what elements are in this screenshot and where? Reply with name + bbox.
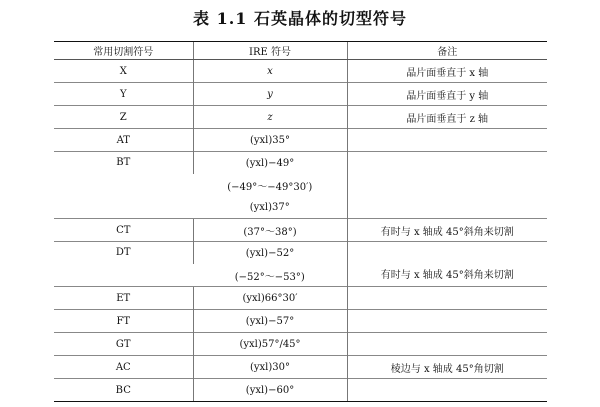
remark: 棱边与 x 轴成 45°角切割 xyxy=(347,356,547,379)
cut-symbol: BC xyxy=(54,379,193,402)
ire-symbol: (yxl)30° xyxy=(193,356,347,379)
cut-symbol: X xyxy=(54,60,193,83)
ire-symbol: (yxl)−49° xyxy=(193,152,347,175)
ire-symbol: (yxl)−60° xyxy=(193,379,347,402)
remark: 晶片面垂直于 z 轴 xyxy=(347,106,547,129)
table-title: 表 1.1 石英晶体的切型符号 xyxy=(193,9,407,28)
remark xyxy=(347,129,547,152)
table-row-bt xyxy=(54,152,547,175)
ire-symbol: (yxl)37° xyxy=(249,201,290,213)
cut-symbol: FT xyxy=(54,310,193,333)
ire-symbol: (yxl)−57° xyxy=(193,310,347,333)
ire-symbol: (−49°～−49°30′) xyxy=(227,181,313,193)
cut-symbol: CT xyxy=(54,219,193,242)
cut-symbol: BT xyxy=(54,152,193,219)
ire-symbol: (yxl)66°30′ xyxy=(193,287,347,310)
ire-symbol: (yxl)35° xyxy=(193,129,347,152)
cut-symbol: GT xyxy=(54,333,193,356)
table-row-y xyxy=(54,83,547,106)
table-row-ac xyxy=(54,356,547,379)
table-row-dt xyxy=(54,242,547,265)
table-row-gt xyxy=(54,333,547,356)
cut-symbol: Z xyxy=(54,106,193,129)
remark xyxy=(347,287,547,310)
ire-symbol: y xyxy=(193,83,347,106)
table-row-ft xyxy=(54,310,547,333)
cut-symbol: AC xyxy=(54,356,193,379)
header-cut-symbol: 常用切割符号 xyxy=(54,42,193,60)
table-row-bc xyxy=(54,379,547,402)
ire-symbol: (yxl)−52° xyxy=(193,242,347,265)
cut-symbol: DT xyxy=(54,242,193,287)
ire-symbol: z xyxy=(193,106,347,129)
table-row-x xyxy=(54,60,547,83)
remark xyxy=(347,152,547,219)
table-row-z xyxy=(54,106,547,129)
header-ire-symbol: IRE 符号 xyxy=(193,42,347,60)
table-row-et xyxy=(54,287,547,310)
cut-symbol: Y xyxy=(54,83,193,106)
remark: 有时与 x 轴成 45°斜角来切割 xyxy=(347,242,547,287)
ire-symbol: (−52°～−53°) xyxy=(234,271,305,283)
ire-symbol: (37°～38°) xyxy=(193,219,347,242)
table-header-row xyxy=(54,42,547,60)
cut-symbol: ET xyxy=(54,287,193,310)
remark: 晶片面垂直于 y 轴 xyxy=(347,83,547,106)
cut-symbol: AT xyxy=(54,129,193,152)
remark: 晶片面垂直于 x 轴 xyxy=(347,60,547,83)
ire-symbol: (yxl)57°/45° xyxy=(193,333,347,356)
table-row-ct xyxy=(54,219,547,242)
quartz-cut-table xyxy=(54,41,547,402)
header-remarks: 备注 xyxy=(347,42,547,60)
ire-symbol: x xyxy=(193,60,347,83)
remark xyxy=(347,310,547,333)
remark xyxy=(347,333,547,356)
remark xyxy=(347,379,547,402)
table-row-at xyxy=(54,129,547,152)
remark: 有时与 x 轴成 45°斜角来切割 xyxy=(347,219,547,242)
